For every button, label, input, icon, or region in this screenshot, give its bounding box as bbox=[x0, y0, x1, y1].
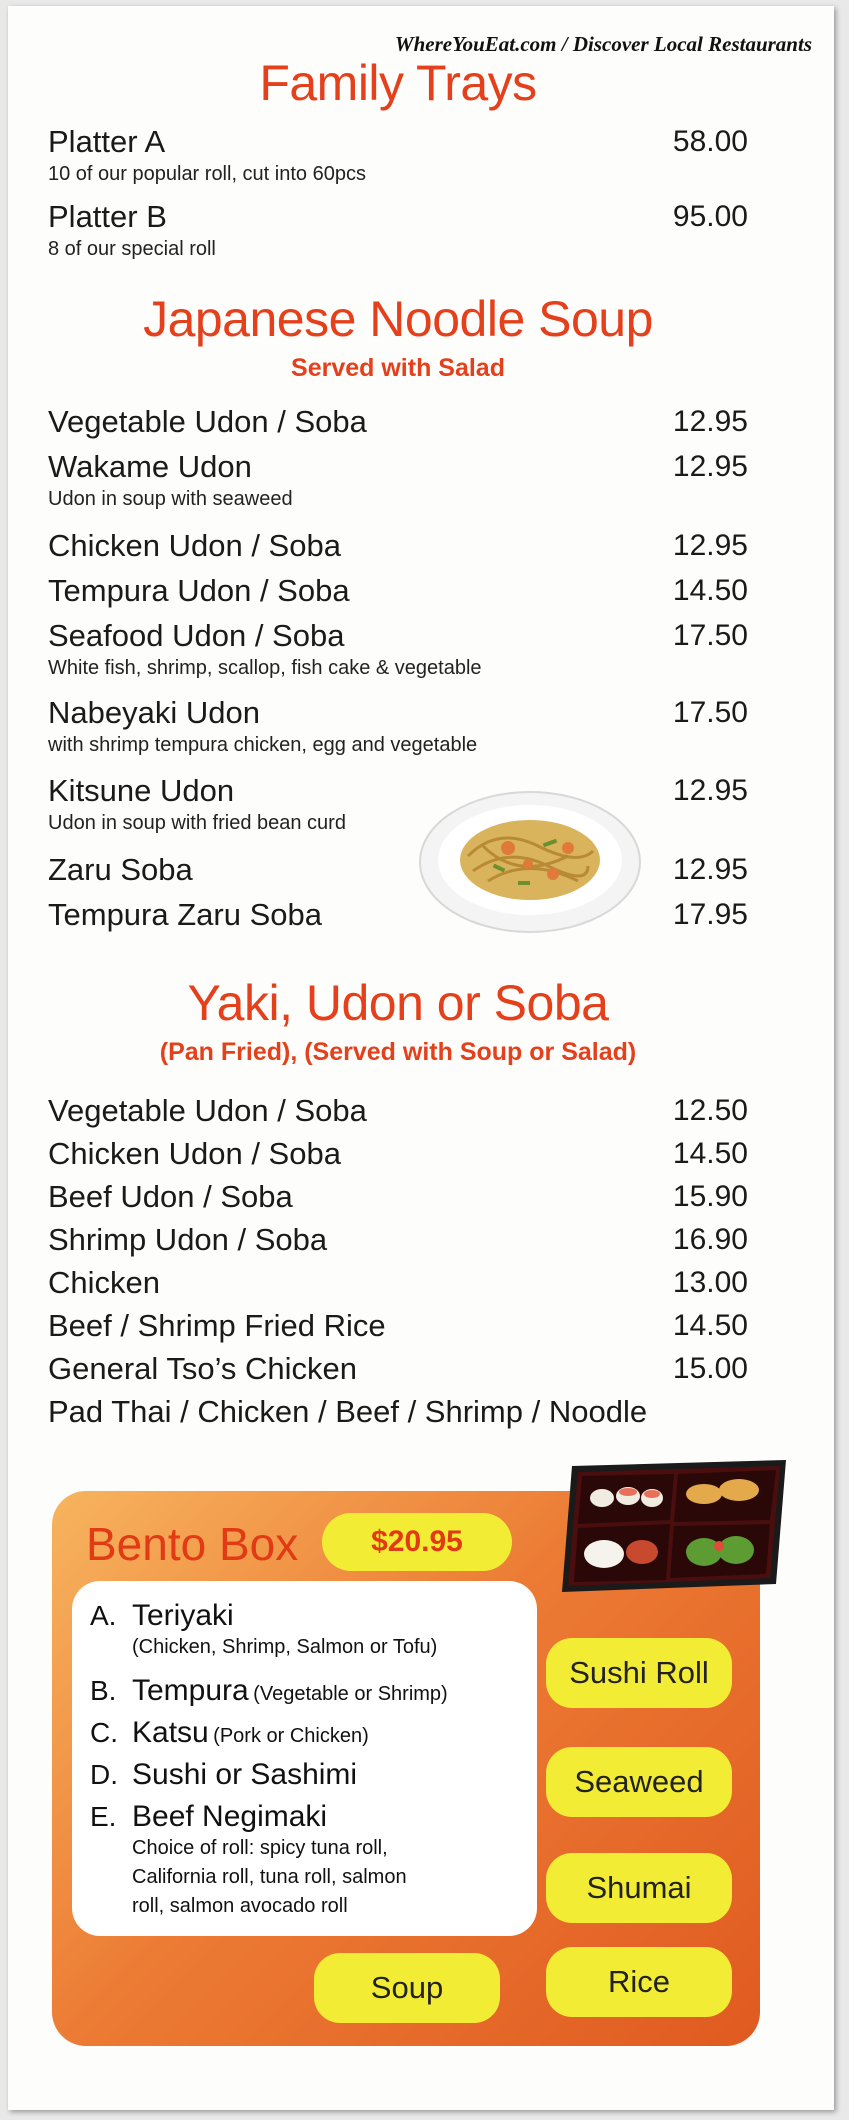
option-name: Sushi or Sashimi bbox=[132, 1758, 358, 1791]
item-price: 95.00 bbox=[672, 200, 748, 233]
item-price: 12.50 bbox=[672, 1094, 748, 1127]
item-price: 15.00 bbox=[672, 1352, 748, 1385]
item-name: Vegetable Udon / Soba bbox=[48, 1093, 367, 1128]
item-description: Udon in soup with fried bean curd bbox=[48, 812, 346, 834]
menu-item bbox=[48, 404, 748, 440]
side-shumai: Shumai bbox=[546, 1853, 732, 1923]
item-price: 14.50 bbox=[672, 574, 748, 607]
menu-item bbox=[48, 852, 748, 888]
bento-option bbox=[90, 1716, 369, 1750]
menu-item bbox=[48, 897, 748, 933]
side-rice: Rice bbox=[546, 1947, 732, 2017]
yaki-title: Yaki, Udon or Soba bbox=[187, 975, 609, 1031]
option-name: Katsu bbox=[132, 1716, 209, 1749]
item-price: 12.95 bbox=[672, 405, 748, 438]
bento-box-photo bbox=[554, 1454, 790, 1602]
noodle-soup-title: Japanese Noodle Soup bbox=[143, 291, 653, 347]
option-letter: D. bbox=[90, 1759, 118, 1790]
bento-price-badge: $20.95 bbox=[322, 1513, 512, 1571]
item-name: General Tso’s Chicken bbox=[48, 1351, 358, 1386]
menu-item bbox=[48, 573, 748, 609]
side-soup: Soup bbox=[314, 1953, 500, 2023]
item-price: 12.95 bbox=[672, 774, 748, 807]
item-name: Kitsune Udon bbox=[48, 773, 235, 808]
family-trays-title: Family Trays bbox=[259, 55, 537, 111]
item-name: Zaru Soba bbox=[48, 852, 193, 887]
item-price: 12.95 bbox=[672, 529, 748, 562]
item-name: Nabeyaki Udon bbox=[48, 695, 260, 730]
option-note: (Pork or Chicken) bbox=[213, 1725, 369, 1747]
menu-item bbox=[48, 528, 748, 564]
item-price: 12.95 bbox=[672, 853, 748, 886]
bento-option bbox=[90, 1800, 407, 1921]
side-seaweed: Seaweed bbox=[546, 1747, 732, 1817]
item-name: Chicken Udon / Soba bbox=[48, 528, 341, 563]
item-description: with shrimp tempura chicken, egg and vegetable bbox=[48, 734, 478, 756]
item-name: Platter B bbox=[48, 199, 167, 234]
item-description: Udon in soup with seaweed bbox=[48, 488, 293, 510]
option-letter: E. bbox=[90, 1801, 117, 1832]
item-name: Pad Thai / Chicken / Beef / Shrimp / Noodle bbox=[48, 1394, 648, 1429]
option-name: Teriyaki bbox=[132, 1599, 234, 1632]
bento-option bbox=[90, 1674, 448, 1708]
menu-item bbox=[48, 1351, 748, 1387]
item-price: 13.00 bbox=[672, 1266, 748, 1299]
yaki-subtitle: (Pan Fried), (Served with Soup or Salad) bbox=[159, 1038, 637, 1066]
menu-item bbox=[48, 199, 748, 261]
item-price: 12.95 bbox=[672, 450, 748, 483]
item-name: Shrimp Udon / Soba bbox=[48, 1222, 328, 1257]
option-letter: C. bbox=[90, 1717, 118, 1748]
menu-item bbox=[48, 695, 748, 757]
item-name: Beef Udon / Soba bbox=[48, 1179, 293, 1214]
item-price: 17.50 bbox=[672, 696, 748, 729]
option-letter: A. bbox=[90, 1600, 117, 1631]
item-price: 58.00 bbox=[672, 125, 748, 158]
item-name: Tempura Udon / Soba bbox=[48, 573, 350, 608]
item-name: Wakame Udon bbox=[48, 449, 252, 484]
option-note: (Vegetable or Shrimp) bbox=[253, 1683, 448, 1705]
site-banner[interactable]: WhereYouEat.com / Discover Local Restaurants bbox=[394, 32, 812, 56]
menu-item bbox=[48, 1308, 748, 1344]
item-name: Beef / Shrimp Fried Rice bbox=[48, 1308, 386, 1343]
item-name: Vegetable Udon / Soba bbox=[48, 404, 367, 439]
menu-item bbox=[48, 618, 748, 680]
item-price: 17.50 bbox=[672, 619, 748, 652]
menu-item bbox=[48, 449, 748, 511]
menu-item bbox=[48, 1179, 748, 1215]
menu-item bbox=[48, 1222, 748, 1258]
bento-title: Bento Box bbox=[86, 1518, 299, 1570]
option-name: Beef Negimaki bbox=[132, 1800, 328, 1833]
option-name: Tempura bbox=[132, 1674, 249, 1707]
bento-option bbox=[90, 1758, 357, 1792]
item-price: 16.90 bbox=[672, 1223, 748, 1256]
menu-item bbox=[48, 1394, 788, 1430]
option-detail: (Chicken, Shrimp, Salmon or Tofu) bbox=[132, 1636, 438, 1658]
item-description: 10 of our popular roll, cut into 60pcs bbox=[48, 163, 366, 185]
item-name: Seafood Udon / Soba bbox=[48, 618, 345, 653]
item-price: 14.50 bbox=[672, 1137, 748, 1170]
menu-item bbox=[48, 1093, 748, 1129]
item-price: 17.95 bbox=[672, 898, 748, 931]
menu-page bbox=[8, 6, 834, 2110]
menu-item bbox=[48, 1265, 748, 1301]
option-detail: Choice of roll: spicy tuna roll, bbox=[132, 1837, 388, 1859]
side-sushi-roll: Sushi Roll bbox=[546, 1638, 732, 1708]
bento-options-card bbox=[72, 1581, 537, 1936]
item-price: 14.50 bbox=[672, 1309, 748, 1342]
option-detail: California roll, tuna roll, salmon bbox=[132, 1866, 407, 1888]
option-detail: roll, salmon avocado roll bbox=[132, 1895, 348, 1917]
menu-item bbox=[48, 1136, 748, 1172]
item-description: 8 of our special roll bbox=[48, 238, 216, 260]
item-description: White fish, shrimp, scallop, fish cake & vegetable bbox=[48, 657, 482, 679]
item-name: Chicken Udon / Soba bbox=[48, 1136, 341, 1171]
menu-item bbox=[48, 124, 748, 186]
item-name: Tempura Zaru Soba bbox=[48, 897, 322, 932]
menu-item bbox=[48, 773, 748, 835]
item-name: Platter A bbox=[48, 124, 166, 159]
bento-option bbox=[90, 1599, 437, 1662]
noodle-soup-subtitle: Served with Salad bbox=[291, 354, 505, 382]
option-letter: B. bbox=[90, 1675, 117, 1706]
item-price: 15.90 bbox=[672, 1180, 748, 1213]
item-name: Chicken bbox=[48, 1265, 160, 1300]
noodle-dish-photo bbox=[418, 786, 643, 936]
